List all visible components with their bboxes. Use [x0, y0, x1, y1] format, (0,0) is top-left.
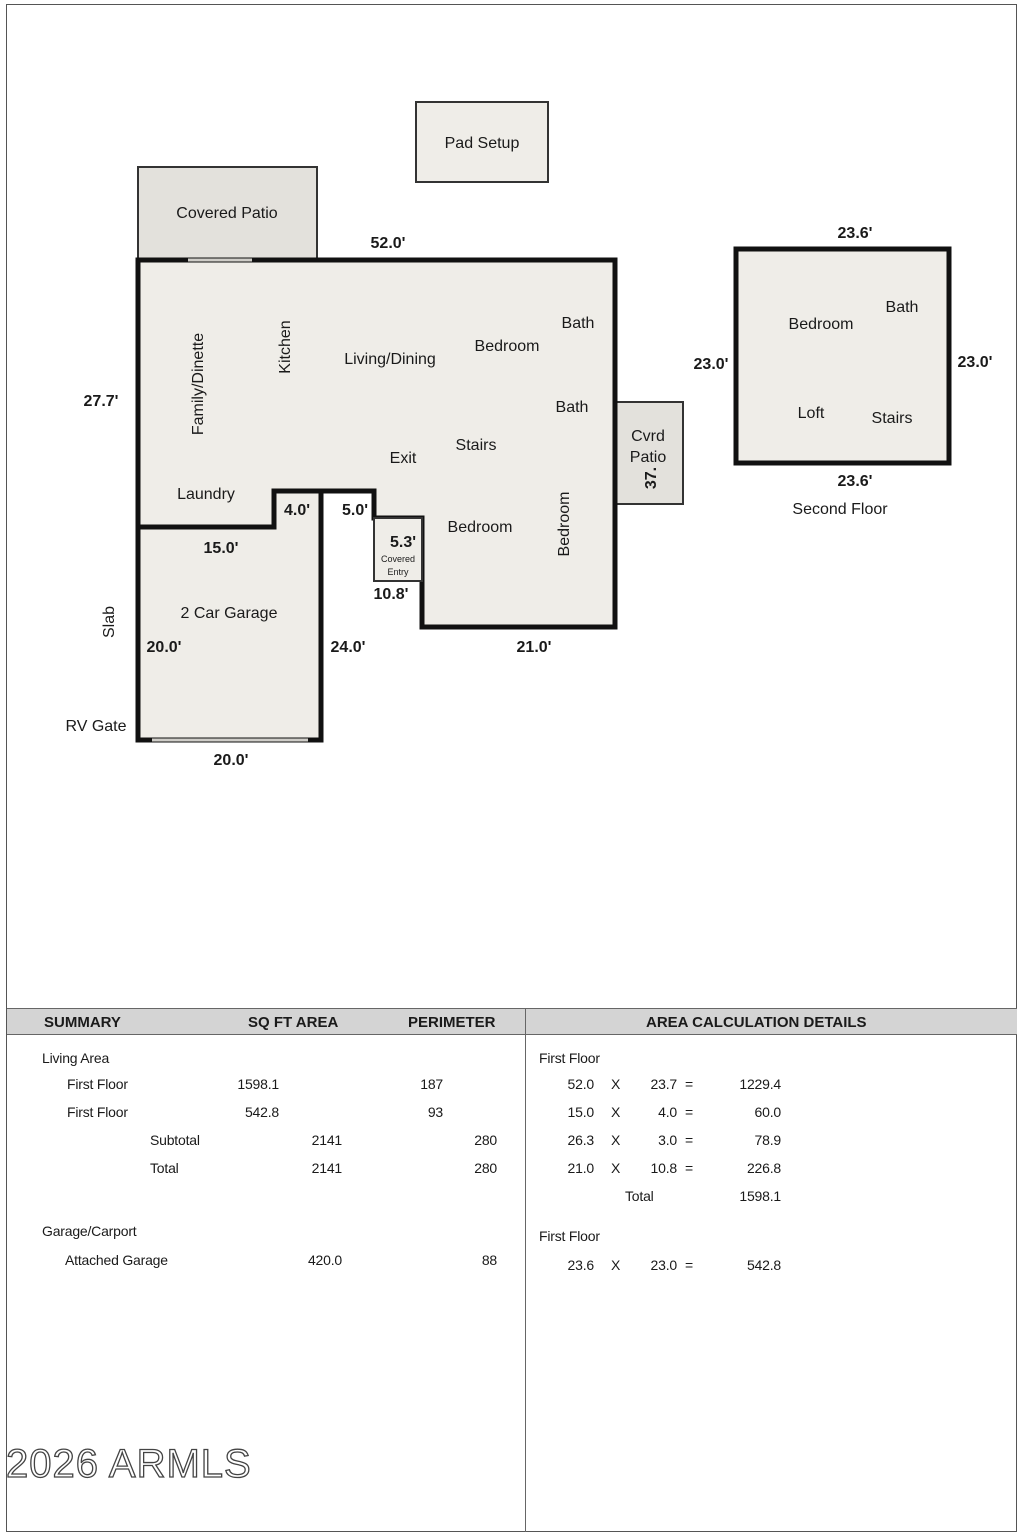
calc-row-result: 1229.4: [739, 1076, 781, 1092]
calc-row-eq: =: [685, 1160, 693, 1176]
attached-garage-perimeter: 88: [481, 1252, 497, 1268]
header-perimeter: PERIMETER: [408, 1014, 496, 1031]
calc-row-x: X: [611, 1132, 621, 1148]
room-label-entry: Entry: [387, 567, 409, 577]
room-label-covered: Covered: [380, 554, 416, 564]
second-floor-outline: [736, 249, 949, 463]
room-label-covered-patio: Covered Patio: [176, 205, 278, 222]
room-label-bedroom-2: Bedroom: [447, 519, 513, 536]
dim-4-0: 4.0': [283, 502, 311, 519]
calc-row-result: 542.8: [746, 1257, 781, 1273]
room-label-exit: Exit: [389, 450, 417, 467]
dim-5-3: 5.3': [389, 534, 417, 551]
dim-top-52: 52.0': [370, 235, 406, 252]
room-label-bath-1: Bath: [561, 315, 595, 332]
calc-row-b: 23.0: [650, 1257, 677, 1273]
dim-sf-bottom: 23.6': [837, 473, 873, 490]
room-label-bedroom-3: Bedroom: [556, 491, 573, 557]
second-floor-title: Second Floor: [792, 501, 888, 518]
dim-15-0: 15.0': [203, 540, 239, 557]
dim-left-27-7: 27.7': [83, 393, 119, 410]
dim-5-0: 5.0': [341, 502, 369, 519]
dim-sf-right: 23.0': [957, 354, 993, 371]
calc-row-a: 23.6: [567, 1257, 594, 1273]
room-label-slab: Slab: [101, 605, 118, 639]
dim-garage-bottom-20-0: 20.0': [213, 752, 249, 769]
room-label-pad-setup: Pad Setup: [444, 135, 520, 152]
subtotal-area: 2141: [311, 1132, 342, 1148]
garage-carport-label: Garage/Carport: [42, 1223, 137, 1239]
calc-row-a: 15.0: [567, 1104, 594, 1120]
header-sqft-area: SQ FT AREA: [248, 1014, 339, 1031]
room-label-second-bedroom: Bedroom: [788, 316, 854, 333]
copyright-watermark: 2026 ARMLS: [6, 1442, 252, 1486]
dim-sf-top: 23.6': [837, 225, 873, 242]
room-label-bedroom-1: Bedroom: [474, 338, 540, 355]
living-row-area: 1598.1: [237, 1076, 279, 1092]
header-summary: SUMMARY: [44, 1014, 121, 1031]
summary-header: [7, 1008, 525, 1035]
room-label-bath-2: Bath: [555, 399, 589, 416]
total-perimeter: 280: [474, 1160, 497, 1176]
dim-10-8: 10.8': [373, 586, 409, 603]
room-label-second-stairs: Stairs: [871, 410, 913, 427]
calc-row-eq: =: [685, 1257, 693, 1273]
calc-row-result: 78.9: [754, 1132, 781, 1148]
calc-row-b: 23.7: [650, 1076, 677, 1092]
subtotal-label: Subtotal: [150, 1132, 200, 1148]
table-divider: [525, 1008, 526, 1532]
living-row-label: First Floor: [67, 1076, 128, 1092]
calc-row-eq: =: [685, 1076, 693, 1092]
dim-21-0: 21.0': [516, 639, 552, 656]
dim-24-0: 24.0': [330, 639, 366, 656]
room-label-garage: 2 Car Garage: [180, 605, 278, 622]
details-header: [525, 1008, 1017, 1035]
room-label-second-bath: Bath: [885, 299, 919, 316]
calc-row-x: X: [611, 1076, 621, 1092]
living-row-area: 542.8: [244, 1104, 279, 1120]
dim-patio-37: 37.: [643, 466, 660, 490]
room-label-stairs: Stairs: [455, 437, 497, 454]
total-label: Total: [150, 1160, 179, 1176]
dim-sf-left: 23.0': [693, 356, 729, 373]
living-area-label: Living Area: [42, 1050, 110, 1066]
room-label-laundry: Laundry: [177, 486, 235, 503]
room-label-loft: Loft: [797, 405, 825, 422]
calc-row-result: 60.0: [754, 1104, 781, 1120]
calc-row-x: X: [611, 1104, 621, 1120]
calc-row-a: 52.0: [567, 1076, 594, 1092]
calc-row-a: 26.3: [567, 1132, 594, 1148]
calc-row-b: 10.8: [650, 1160, 677, 1176]
room-label-family-dinette: Family/Dinette: [190, 332, 207, 436]
calc-total-label: Total: [625, 1188, 654, 1204]
room-label-kitchen: Kitchen: [277, 320, 294, 374]
calc-row-b: 4.0: [658, 1104, 677, 1120]
header-area-calculation-details: AREA CALCULATION DETAILS: [646, 1014, 867, 1031]
room-label-cvrd: Cvrd: [631, 428, 665, 445]
calc-row-x: X: [611, 1160, 621, 1176]
living-row-perimeter: 187: [420, 1076, 443, 1092]
attached-garage-label: Attached Garage: [65, 1252, 168, 1268]
living-row-label: First Floor: [67, 1104, 128, 1120]
room-label-patio: Patio: [629, 449, 667, 466]
calc-row-x: X: [611, 1257, 621, 1273]
living-row-perimeter: 93: [427, 1104, 443, 1120]
room-label-living-dining: Living/Dining: [344, 351, 436, 368]
details-group2-label: First Floor: [539, 1228, 600, 1244]
calc-row-eq: =: [685, 1104, 693, 1120]
details-group1-label: First Floor: [539, 1050, 600, 1066]
room-label-rv-gate: RV Gate: [65, 718, 127, 735]
calc-row-eq: =: [685, 1132, 693, 1148]
calc-total-value: 1598.1: [739, 1188, 781, 1204]
dim-garage-left-20-0: 20.0': [146, 639, 182, 656]
subtotal-perimeter: 280: [474, 1132, 497, 1148]
calc-row-b: 3.0: [658, 1132, 677, 1148]
total-area: 2141: [311, 1160, 342, 1176]
calc-row-result: 226.8: [746, 1160, 781, 1176]
attached-garage-area: 420.0: [307, 1252, 342, 1268]
calc-row-a: 21.0: [567, 1160, 594, 1176]
